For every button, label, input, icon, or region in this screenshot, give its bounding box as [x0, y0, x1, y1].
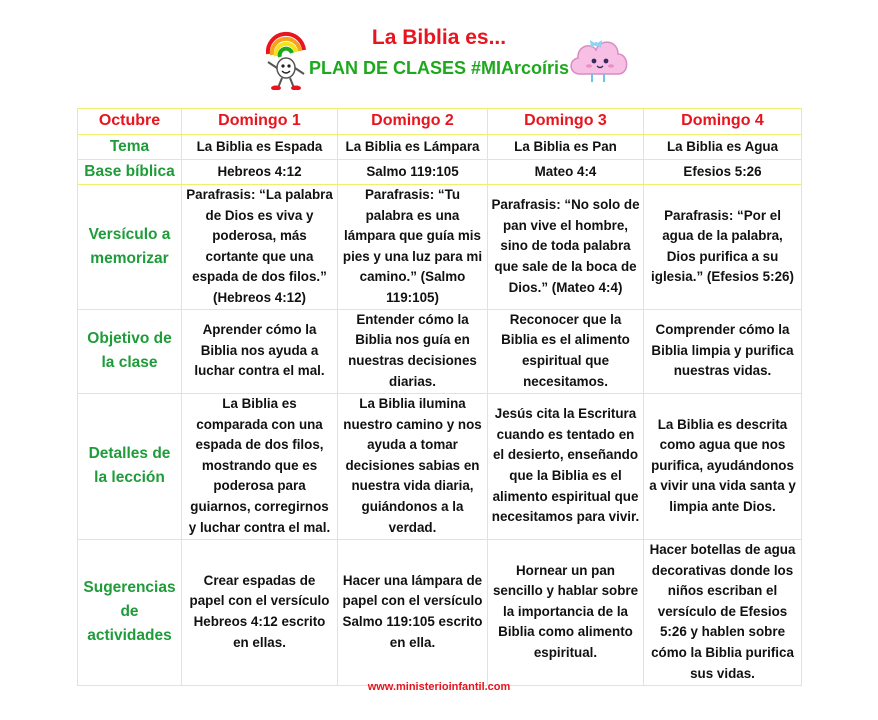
- row-label-objetivo: Objetivo de la clase: [78, 309, 182, 393]
- row-label-tema: Tema: [78, 135, 182, 160]
- table-cell: Jesús cita la Escritura cuando es tentado en el desierto, enseñando que la Biblia es el alimento espiritual que necesitamos para vivir.: [488, 393, 644, 539]
- table-cell: Hacer una lámpara de papel con el versículo Salmo 119:105 escrito en ella.: [338, 539, 488, 685]
- table-cell: Aprender cómo la Biblia nos ayuda a luchar contra el mal.: [182, 309, 338, 393]
- table-row: [78, 309, 802, 393]
- header-week-2: Domingo 2: [338, 109, 488, 135]
- table-row: [78, 393, 802, 539]
- table-cell: Parafrasis: “Por el agua de la palabra, Dios purifica a su iglesia.” (Efesios 5:26): [644, 185, 802, 310]
- table-cell: La Biblia es comparada con una espada de dos filos, mostrando que es poderosa para guiarnos, corregirnos y luchar contra el mal.: [182, 393, 338, 539]
- table-cell: La Biblia es Agua: [644, 135, 802, 160]
- row-label-sugerencias: Sugerencias de actividades: [78, 539, 182, 685]
- table-cell: Parafrasis: “No solo de pan vive el hombre, sino de toda palabra que sale de la boca de Dios.” (Mateo 4:4): [488, 185, 644, 310]
- table-cell: La Biblia es Espada: [182, 135, 338, 160]
- row-label-detalles: Detalles de la lección: [78, 393, 182, 539]
- table-row: [78, 160, 802, 185]
- table-cell: Efesios 5:26: [644, 160, 802, 185]
- table-cell: La Biblia es descrita como agua que nos purifica, ayudándonos a vivir una vida santa y limpia ante Dios.: [644, 393, 802, 539]
- table-cell: Hacer botellas de agua decorativas donde los niños escriban el versículo de Efesios 5:26 y hablen sobre cómo la Biblia purifica sus vidas.: [644, 539, 802, 685]
- header-month: Octubre: [78, 109, 182, 135]
- page-header: [0, 0, 878, 104]
- cloud-mascot-icon: [566, 30, 632, 86]
- table-row: [78, 135, 802, 160]
- table-cell: Comprender cómo la Biblia limpia y purifica nuestras vidas.: [644, 309, 802, 393]
- page-subtitle: PLAN DE CLASES #MIArcoíris: [308, 58, 570, 78]
- header-week-3: Domingo 3: [488, 109, 644, 135]
- lesson-plan-table: [77, 108, 802, 686]
- table-cell: Mateo 4:4: [488, 160, 644, 185]
- table-cell: La Biblia ilumina nuestro camino y nos ayuda a tomar decisiones sabias en nuestra vida diaria, guiándonos a la verdad.: [338, 393, 488, 539]
- row-label-versiculo: Versículo a memorizar: [78, 185, 182, 310]
- table-row: [78, 185, 802, 310]
- table-cell: Entender cómo la Biblia nos guía en nuestras decisiones diarias.: [338, 309, 488, 393]
- table-cell: Salmo 119:105: [338, 160, 488, 185]
- table-cell: Hornear un pan sencillo y hablar sobre la importancia de la Biblia como alimento espiritual.: [488, 539, 644, 685]
- table-cell: Reconocer que la Biblia es el alimento espiritual que necesitamos.: [488, 309, 644, 393]
- table-cell: Parafrasis: “Tu palabra es una lámpara que guía mis pies y una luz para mi camino.” (Salmo 119:105): [338, 185, 488, 310]
- table-cell: Crear espadas de papel con el versículo Hebreos 4:12 escrito en ellas.: [182, 539, 338, 685]
- table-cell: Hebreos 4:12: [182, 160, 338, 185]
- table-header-row: [78, 109, 802, 135]
- row-label-base-biblica: Base bíblica: [78, 160, 182, 185]
- page-title: La Biblia es...: [371, 26, 507, 49]
- table-cell: Parafrasis: “La palabra de Dios es viva y poderosa, más cortante que una espada de dos filos.” (Hebreos 4:12): [182, 185, 338, 310]
- header-week-4: Domingo 4: [644, 109, 802, 135]
- table-cell: La Biblia es Pan: [488, 135, 644, 160]
- footer-website: www.ministerioinfantil.com: [367, 681, 511, 693]
- table-row: [78, 539, 802, 685]
- table-cell: La Biblia es Lámpara: [338, 135, 488, 160]
- header-week-1: Domingo 1: [182, 109, 338, 135]
